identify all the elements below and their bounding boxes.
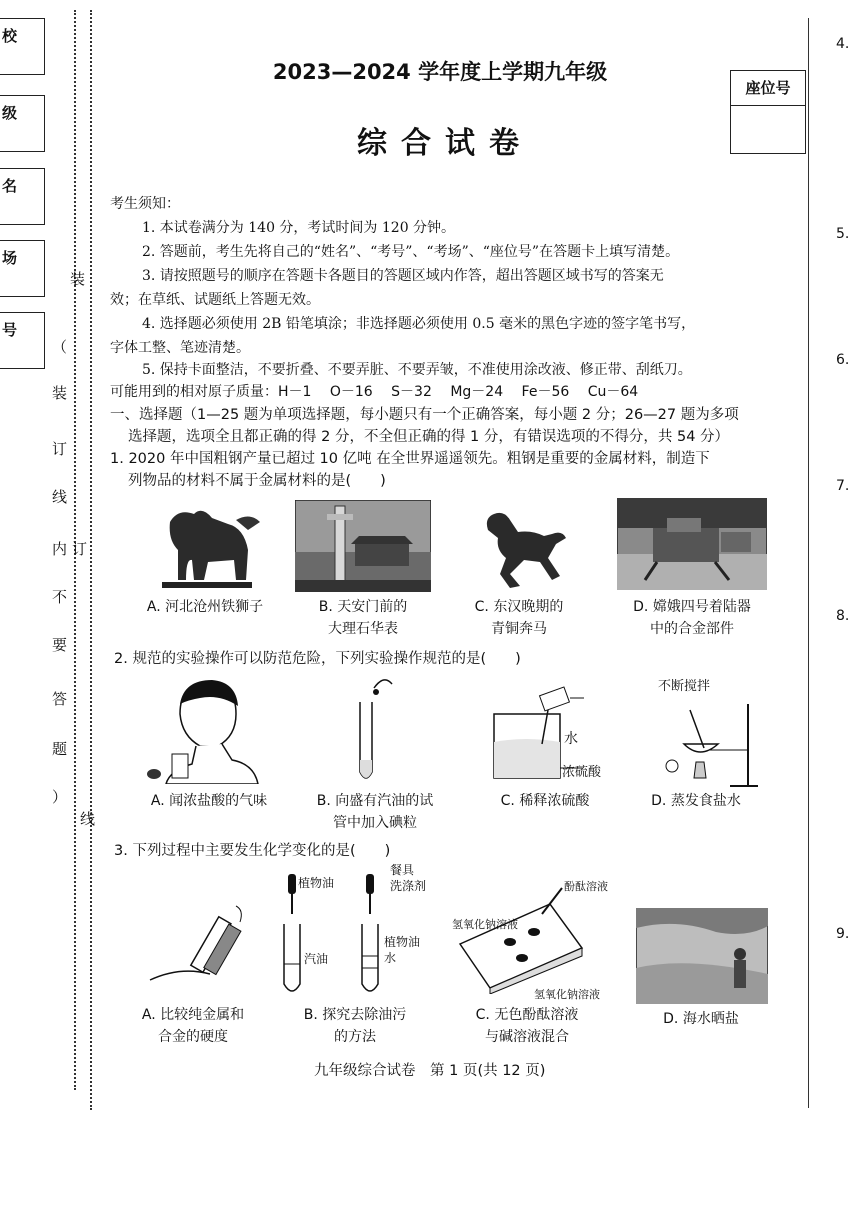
notice-item: 2. 答题前，考生先将自己的“姓名”、“考号”、“考场”、“座位号”在答题卡上填写清楚。 xyxy=(142,244,680,260)
smell-acid-image xyxy=(140,674,260,784)
q1-option-a: A. 河北沧州铁狮子 xyxy=(146,599,264,615)
lunar-lander-image xyxy=(617,498,767,590)
q3-option-c: C. 无色酚酞溶液 与碱溶液混合 xyxy=(475,1007,579,1045)
binding-char: ） xyxy=(52,788,68,806)
phenolphthalein-image xyxy=(450,884,590,994)
binding-char: 答 xyxy=(52,690,68,708)
bronze-horse-image xyxy=(470,500,570,592)
huabiao-image xyxy=(295,500,431,592)
binding-char: 装 xyxy=(52,384,68,402)
q3-option-b: B. 探究去除油污 的方法 xyxy=(303,1007,407,1045)
sea-salt-image xyxy=(636,908,768,1004)
evaporate-image xyxy=(660,700,760,790)
seat-number-box[interactable] xyxy=(730,70,806,154)
seat-label: 座位号 xyxy=(731,71,805,106)
notice-item: 1. 本试卷满分为 140 分，考试时间为 120 分钟。 xyxy=(142,220,456,236)
exam-room-field[interactable] xyxy=(0,240,45,297)
iron-lion-image xyxy=(148,500,268,590)
atomic-mass: 可能用到的相对原子质量：H－1 O－16 S－32 Mg－24 Fe－56 Cu－64 xyxy=(110,384,639,400)
water-label: 水 xyxy=(564,731,578,747)
naoh-label: 氢氧化钠溶液 xyxy=(452,918,518,931)
phenol-label: 酚酞溶液 xyxy=(564,880,608,893)
naoh-label-2: 氢氧化钠溶液 xyxy=(534,988,600,1001)
next-page-qnum: 9. xyxy=(836,926,850,942)
veg-oil-label: 植物油 xyxy=(298,876,335,890)
test-tube-image xyxy=(340,672,400,788)
binding-char: 订 xyxy=(52,440,68,458)
notice-item: 3. 请按照题号的顺序在答题卡各题目的答题区域内作答，超出答题区域书写的答案无 xyxy=(142,268,664,284)
binding-char: 内 xyxy=(52,540,68,558)
q2-option-c: C. 稀释浓硫酸 xyxy=(500,793,590,809)
notice-item: 4. 选择题必须使用 2B 铅笔填涂；非选择题必须使用 0.5 毫米的黑色字迹的签字笔书写， xyxy=(142,316,696,332)
page-footer: 九年级综合试卷 第 1 页(共 12 页) xyxy=(314,1063,546,1079)
next-page-qnum: 4. xyxy=(836,36,850,52)
detergent-label: 餐具 洗涤剂 xyxy=(390,863,427,893)
hardness-compare-image xyxy=(140,900,260,996)
binding-char: 订 xyxy=(72,540,88,558)
name-field[interactable] xyxy=(0,168,45,225)
next-page-qnum: 7. xyxy=(836,478,850,494)
binding-char: 不 xyxy=(52,588,68,606)
binding-char: 线 xyxy=(52,488,68,506)
gasoline-label: 汽油 xyxy=(304,952,329,966)
next-page-qnum: 8. xyxy=(836,608,850,624)
binding-char: 线 xyxy=(80,810,96,828)
notice-item: 效；在草纸、试题纸上答题无效。 xyxy=(110,292,320,308)
number-label: 号 xyxy=(2,321,18,339)
question-2-stem: 2. 规范的实验操作可以防范危险，下列实验操作规范的是( ) xyxy=(114,651,521,667)
school-label: 校 xyxy=(2,27,18,45)
page-divider xyxy=(808,18,809,1108)
q2-option-b: B. 向盛有汽油的试 管中加入碘粒 xyxy=(316,793,434,831)
question-3-stem: 3. 下列过程中主要发生化学变化的是( ) xyxy=(114,843,391,859)
exam-room-label: 场 xyxy=(2,249,18,267)
notice-item: 5. 保持卡面整洁，不要折叠、不要弄脏、不要弄皱，不准使用涂改液、修正带、刮纸刀。 xyxy=(142,362,692,378)
binding-char: （ xyxy=(52,338,68,356)
next-page-qnum: 5. xyxy=(836,226,850,242)
stir-label: 不断搅拌 xyxy=(658,679,711,694)
acid-label: 浓硫酸 xyxy=(562,765,602,780)
q2-option-d: D. 蒸发食盐水 xyxy=(651,793,741,809)
veg-oil-water-label: 植物油 水 xyxy=(384,935,421,965)
q1-option-c: C. 东汉晚期的 青铜奔马 xyxy=(474,599,564,637)
next-page-qnum: 6. xyxy=(836,352,850,368)
class-label: 级 xyxy=(2,104,18,122)
binding-char: 要 xyxy=(52,636,68,654)
q1-option-d: D. 嫦娥四号着陆器 中的合金部件 xyxy=(633,599,751,637)
exam-title: 综合试卷 xyxy=(357,126,533,161)
number-field[interactable] xyxy=(0,312,45,369)
q3-option-a: A. 比较纯金属和 合金的硬度 xyxy=(141,1007,245,1045)
name-label: 名 xyxy=(2,177,18,195)
q3-option-d: D. 海水晒盐 xyxy=(663,1011,739,1027)
binding-char: 题 xyxy=(52,740,68,758)
notice-item: 字体工整、笔迹清楚。 xyxy=(110,340,250,356)
q2-option-a: A. 闻浓盐酸的气味 xyxy=(150,793,268,809)
question-1-stem-cont: 列物品的材料不属于金属材料的是( ) xyxy=(128,473,386,489)
year-title: 2023—2024 学年度上学期九年级 xyxy=(272,60,608,84)
q1-option-b: B. 天安门前的 大理石华表 xyxy=(318,599,408,637)
binding-line-right xyxy=(90,10,92,1110)
section-heading: 一、选择题（1—25 题为单项选择题，每小题只有一个正确答案，每小题 2 分；26—27 题为多项 xyxy=(110,407,739,423)
section-heading-cont: 选择题，选项全且都正确的得 2 分，不全但正确的得 1 分，有错误选项的不得分，共 54 分） xyxy=(128,429,730,445)
question-1-stem: 1. 2020 年中国粗钢产量已超过 10 亿吨 在全世界遥遥领先。粗钢是重要的金属材料，制造下 xyxy=(110,451,710,467)
notice-heading: 考生须知： xyxy=(110,196,180,212)
binding-char: 装 xyxy=(70,270,86,288)
